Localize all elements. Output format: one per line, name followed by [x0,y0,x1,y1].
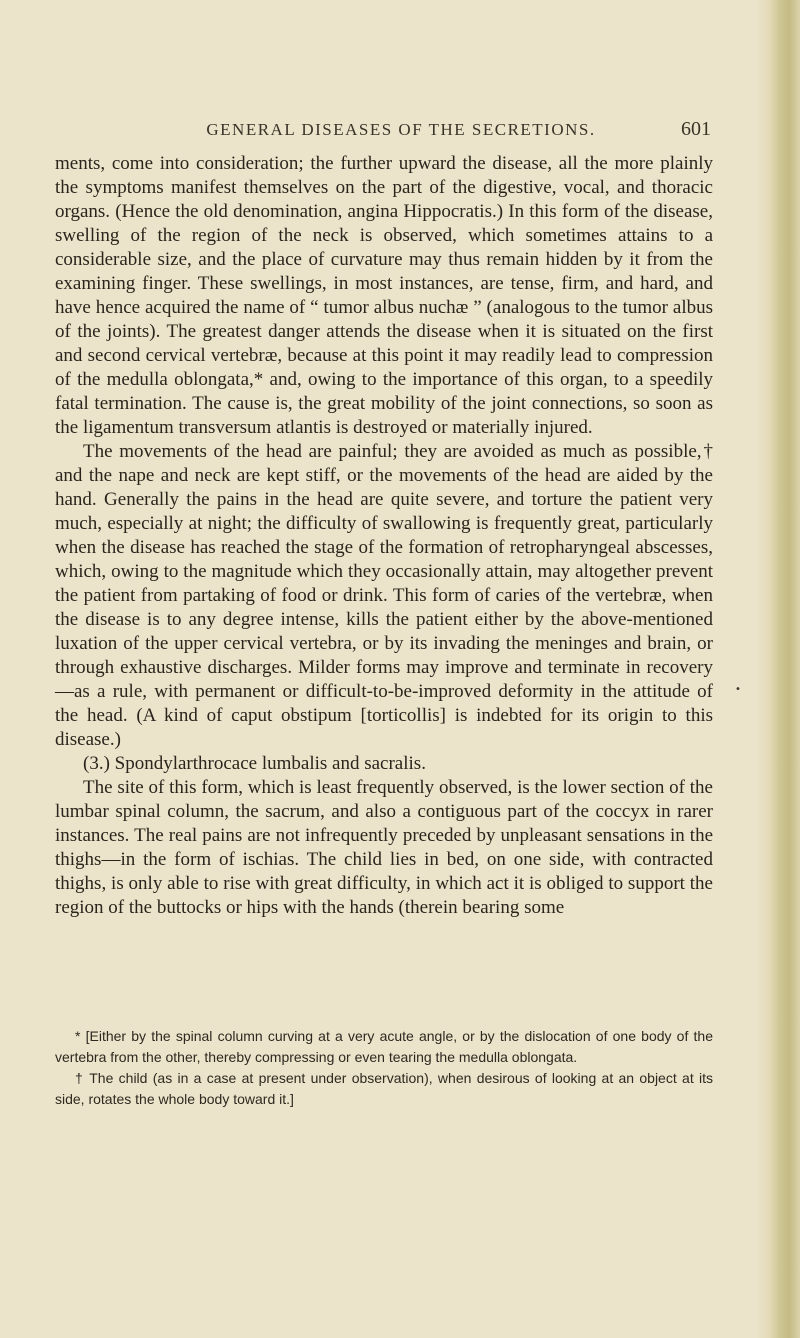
page-header [91,120,711,144]
stray-mark: • [735,684,741,695]
paragraph-cervical-continued: ments, come into consideration; the further upward the disease, all the more plainly the symptoms manifest themselves on the part of the digestive, vocal, and thoracic organs. (Hence the old denomination, angina Hippocratis.) In this form of the disease, swelling of the region of the neck is observed, which sometimes attains to a considerable size, and the place of curvature may thus remain hidden by it from the examining finger. These swellings, in most instances, are tense, firm, and hard, and have hence acquired the name of “ tumor albus nuchæ ” (analogous to the tumor albus of the joints). The greatest danger attends the disease when it is situated on the first and second cervical vertebræ, because at this point it may readily lead to compression of the medulla oblongata,* and, owing to the importance of this organ, to a speedily fatal termination. The cause is, the great mobility of the joint connections, so soon as the ligamentum transversum atlantis is destroyed or materially injured. [55,153,713,438]
page-edge-shadow [756,0,800,1338]
footnotes [55,1026,713,1110]
paragraph-lumbar-site: The site of this form, which is least frequently observed, is the lower section of the lumbar spinal column, the sacrum, and also a contiguous part of the coccyx in rarer instances. The real pains are not infrequently preceded by unpleasant sensations in the thighs—in the form of ischias. The child lies in bed, on one side, with contracted thighs, is only able to rise with great difficulty, in which act it is obliged to support the region of the buttocks or hips with the hands (therein bearing some [55,777,713,918]
running-head: GENERAL DISEASES OF THE SECRETIONS. [206,120,596,139]
body-text [55,152,713,920]
page-number: 601 [681,118,711,140]
footnote-dagger: † The child (as in a case at present under observation), when desirous of looking at an object at its side, rotates the whole body toward it.] [55,1070,713,1107]
footnote-asterisk: * [Either by the spinal column curving at a very acute angle, or by the dislocation of one body of the vertebra from the other, thereby compressing or even tearing the medulla oblongata. [55,1028,713,1065]
paragraph-head-movements: The movements of the head are painful; they are avoided as much as possible,† and the nape and neck are kept stiff, or the movements of the head are aided by the hand. Generally the pains in the head are quite severe, and torture the patient very much, especially at night; the difficulty of swallowing is frequently great, particularly when the disease has reached the stage of the formation of retropharyngeal abscesses, which, owing to the magnitude which they occasionally attain, may altogether prevent the patient from partaking of food or drink. This form of caries of the vertebræ, when the disease is to any degree intense, kills the patient either by the above-mentioned luxation of the upper cervical vertebra, or by its invading the meninges and brain, or through exhaustive discharges. Milder forms may improve and terminate in recovery—as a rule, with permanent or difficult-to-be-improved deformity in the attitude of the head. (A kind of caput obstipum [torticollis] is indebted for its origin to this disease.) [55,441,713,750]
section-heading-lumbalis: (3.) Spondylarthrocace lumbalis and sacralis. [83,753,426,774]
